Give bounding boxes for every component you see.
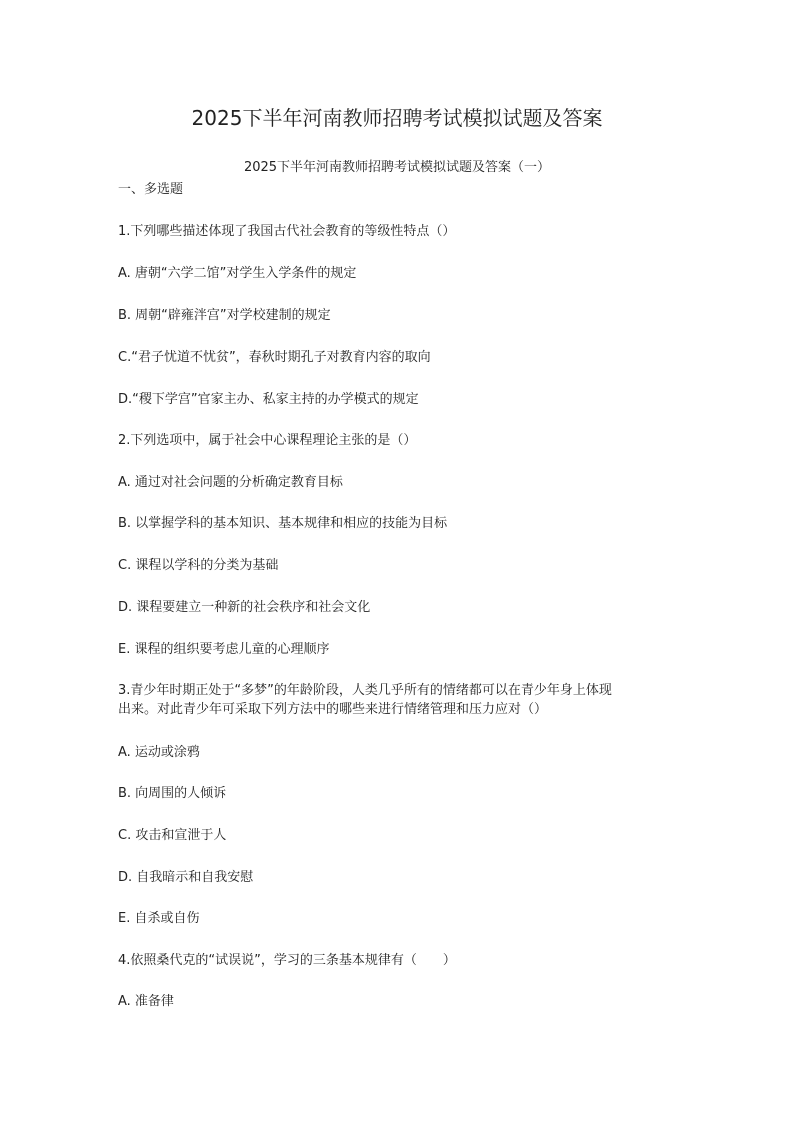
question-1-option-c: C.“君子忧道不忧贫”，春秋时期孔子对教育内容的取向 xyxy=(118,350,431,365)
question-1-option-b: B. 周朝“辟雍泮宫”对学校建制的规定 xyxy=(118,308,331,323)
document-subtitle: 2025下半年河南教师招聘考试模拟试题及答案（一） xyxy=(243,160,551,175)
question-2-option-a: A. 通过对社会问题的分析确定教育目标 xyxy=(118,475,343,490)
section-heading: 一、多选题 xyxy=(118,182,184,197)
question-3-option-a: A. 运动或涂鸦 xyxy=(118,745,200,760)
document-title: 2025下半年河南教师招聘考试模拟试题及答案 xyxy=(191,106,603,130)
question-2-option-b: B. 以掌握学科的基本知识、基本规律和相应的技能为目标 xyxy=(118,516,448,531)
question-3-option-e: E. 自杀或自伤 xyxy=(118,911,200,926)
question-4-stem: 4.依照桑代克的“试误说”，学习的三条基本规律有（ ） xyxy=(118,953,456,968)
question-2-option-d: D. 课程要建立一种新的社会秩序和社会文化 xyxy=(118,600,371,615)
question-4-option-a: A. 准备律 xyxy=(118,994,174,1009)
question-2-option-c: C. 课程以学科的分类为基础 xyxy=(118,558,279,573)
question-1-option-a: A. 唐朝“六学二馆”对学生入学条件的规定 xyxy=(118,266,357,281)
question-3-option-d: D. 自我暗示和自我安慰 xyxy=(118,870,254,885)
question-3-stem-line-1: 3.青少年时期正处于“多梦”的年龄阶段，人类几乎所有的情绪都可以在青少年身上体现 xyxy=(118,683,612,698)
question-1-stem: 1.下列哪些描述体现了我国古代社会教育的等级性特点（） xyxy=(118,224,456,239)
question-3-stem-line-2: 出来。对此青少年可采取下列方法中的哪些来进行情绪管理和压力应对（） xyxy=(118,702,548,717)
question-1-option-d: D.“稷下学宫”官家主办、私家主持的办学模式的规定 xyxy=(118,392,419,407)
question-2-option-e: E. 课程的组织要考虑儿童的心理顺序 xyxy=(118,642,330,657)
question-3-option-b: B. 向周围的人倾诉 xyxy=(118,786,227,801)
question-3-option-c: C. 攻击和宣泄于人 xyxy=(118,828,227,843)
question-2-stem: 2.下列选项中，属于社会中心课程理论主张的是（） xyxy=(118,433,417,448)
